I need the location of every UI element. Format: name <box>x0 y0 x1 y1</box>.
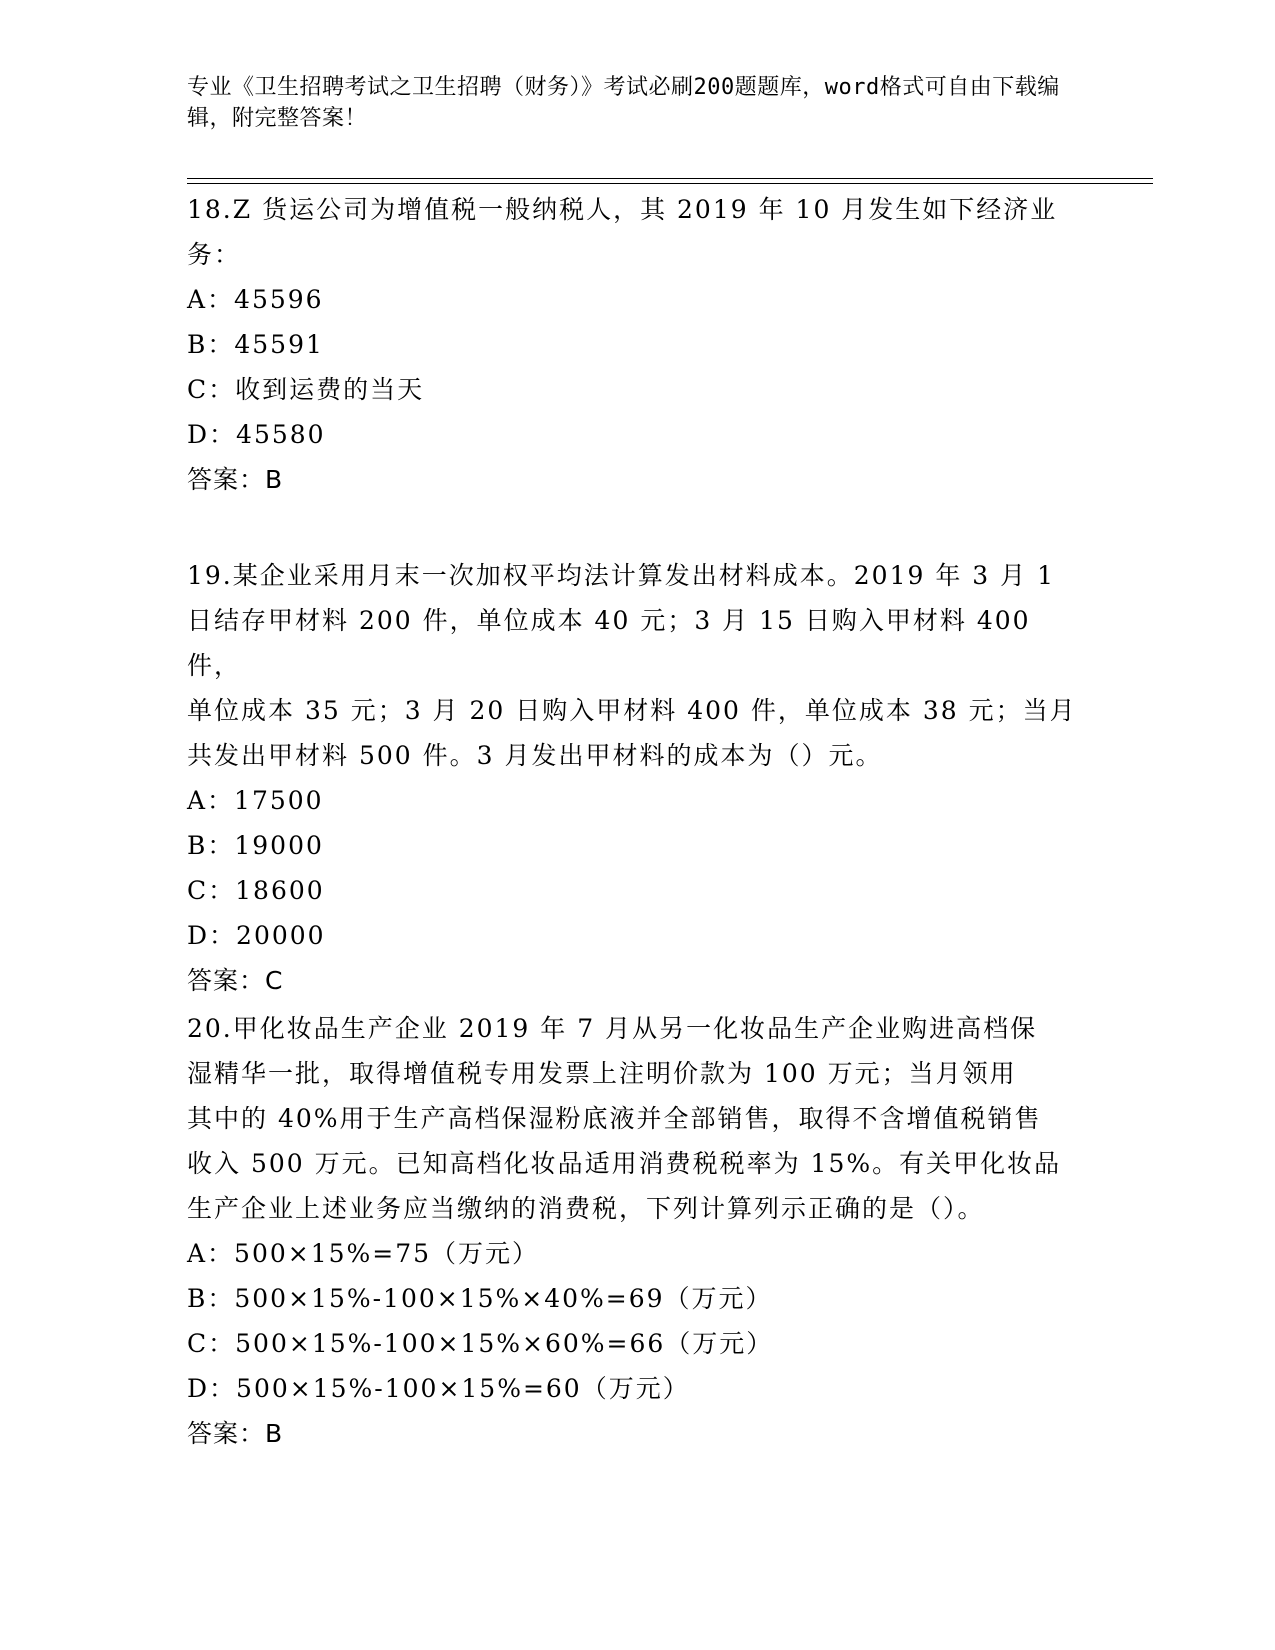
question-stem-line: 19.某企业采用月末一次加权平均法计算发出材料成本。2019 年 3 月 1 <box>187 561 1055 590</box>
option-c: C：18600 <box>187 876 325 905</box>
question-stem-line: 18.Z 货运公司为增值税一般纳税人，其 2019 年 10 月发生如下经济业 <box>187 195 1058 224</box>
option-a: A：45596 <box>187 285 324 314</box>
question-stem-line: 收入 500 万元。已知高档化妆品适用消费税税率为 15%。有关甲化妆品 <box>187 1149 1062 1178</box>
header-divider-top <box>187 178 1153 179</box>
question-stem-line: 20.甲化妆品生产企业 2019 年 7 月从另一化妆品生产企业购进高档保 <box>187 1014 1038 1043</box>
option-a: A：500×15%=75（万元） <box>187 1239 540 1268</box>
answer-label: 答案：C <box>187 966 284 995</box>
question-stem-line: 其中的 40%用于生产高档保湿粉底液并全部销售，取得不含增值税销售 <box>187 1104 1042 1133</box>
answer-label: 答案：B <box>187 465 284 494</box>
header-divider-bottom <box>187 183 1153 184</box>
option-a: A：17500 <box>187 786 324 815</box>
option-b: B：19000 <box>187 831 324 860</box>
option-b: B：45591 <box>187 330 324 359</box>
answer-label: 答案：B <box>187 1419 284 1448</box>
question-18 <box>187 187 1087 502</box>
option-d: D：500×15%-100×15%=60（万元） <box>187 1374 690 1403</box>
question-19 <box>187 553 1087 1003</box>
question-stem-line: 共发出甲材料 500 件。3 月发出甲材料的成本为（）元。 <box>187 741 883 770</box>
question-stem-line: 单位成本 35 元；3 月 20 日购入甲材料 400 件，单位成本 38 元；当月 <box>187 696 1077 725</box>
option-d: D：45580 <box>187 420 326 449</box>
question-stem-line: 生产企业上述业务应当缴纳的消费税，下列计算列示正确的是（）。 <box>187 1194 985 1223</box>
question-20 <box>187 1006 1087 1456</box>
question-stem-line: 日结存甲材料 200 件，单位成本 40 元；3 月 15 日购入甲材料 400 件， <box>187 606 1041 680</box>
question-stem-line: 务： <box>187 240 242 269</box>
question-stem-line: 湿精华一批，取得增值税专用发票上注明价款为 100 万元；当月领用 <box>187 1059 1017 1088</box>
option-d: D：20000 <box>187 921 326 950</box>
document-header: 专业《卫生招聘考试之卫生招聘（财务）》考试必刷200题题库，word格式可自由下载编辑，附完整答案！ <box>187 75 1060 131</box>
option-c: C：500×15%-100×15%×60%=66（万元） <box>187 1329 774 1358</box>
option-b: B：500×15%-100×15%×40%=69（万元） <box>187 1284 773 1313</box>
option-c: C：收到运费的当天 <box>187 375 425 404</box>
